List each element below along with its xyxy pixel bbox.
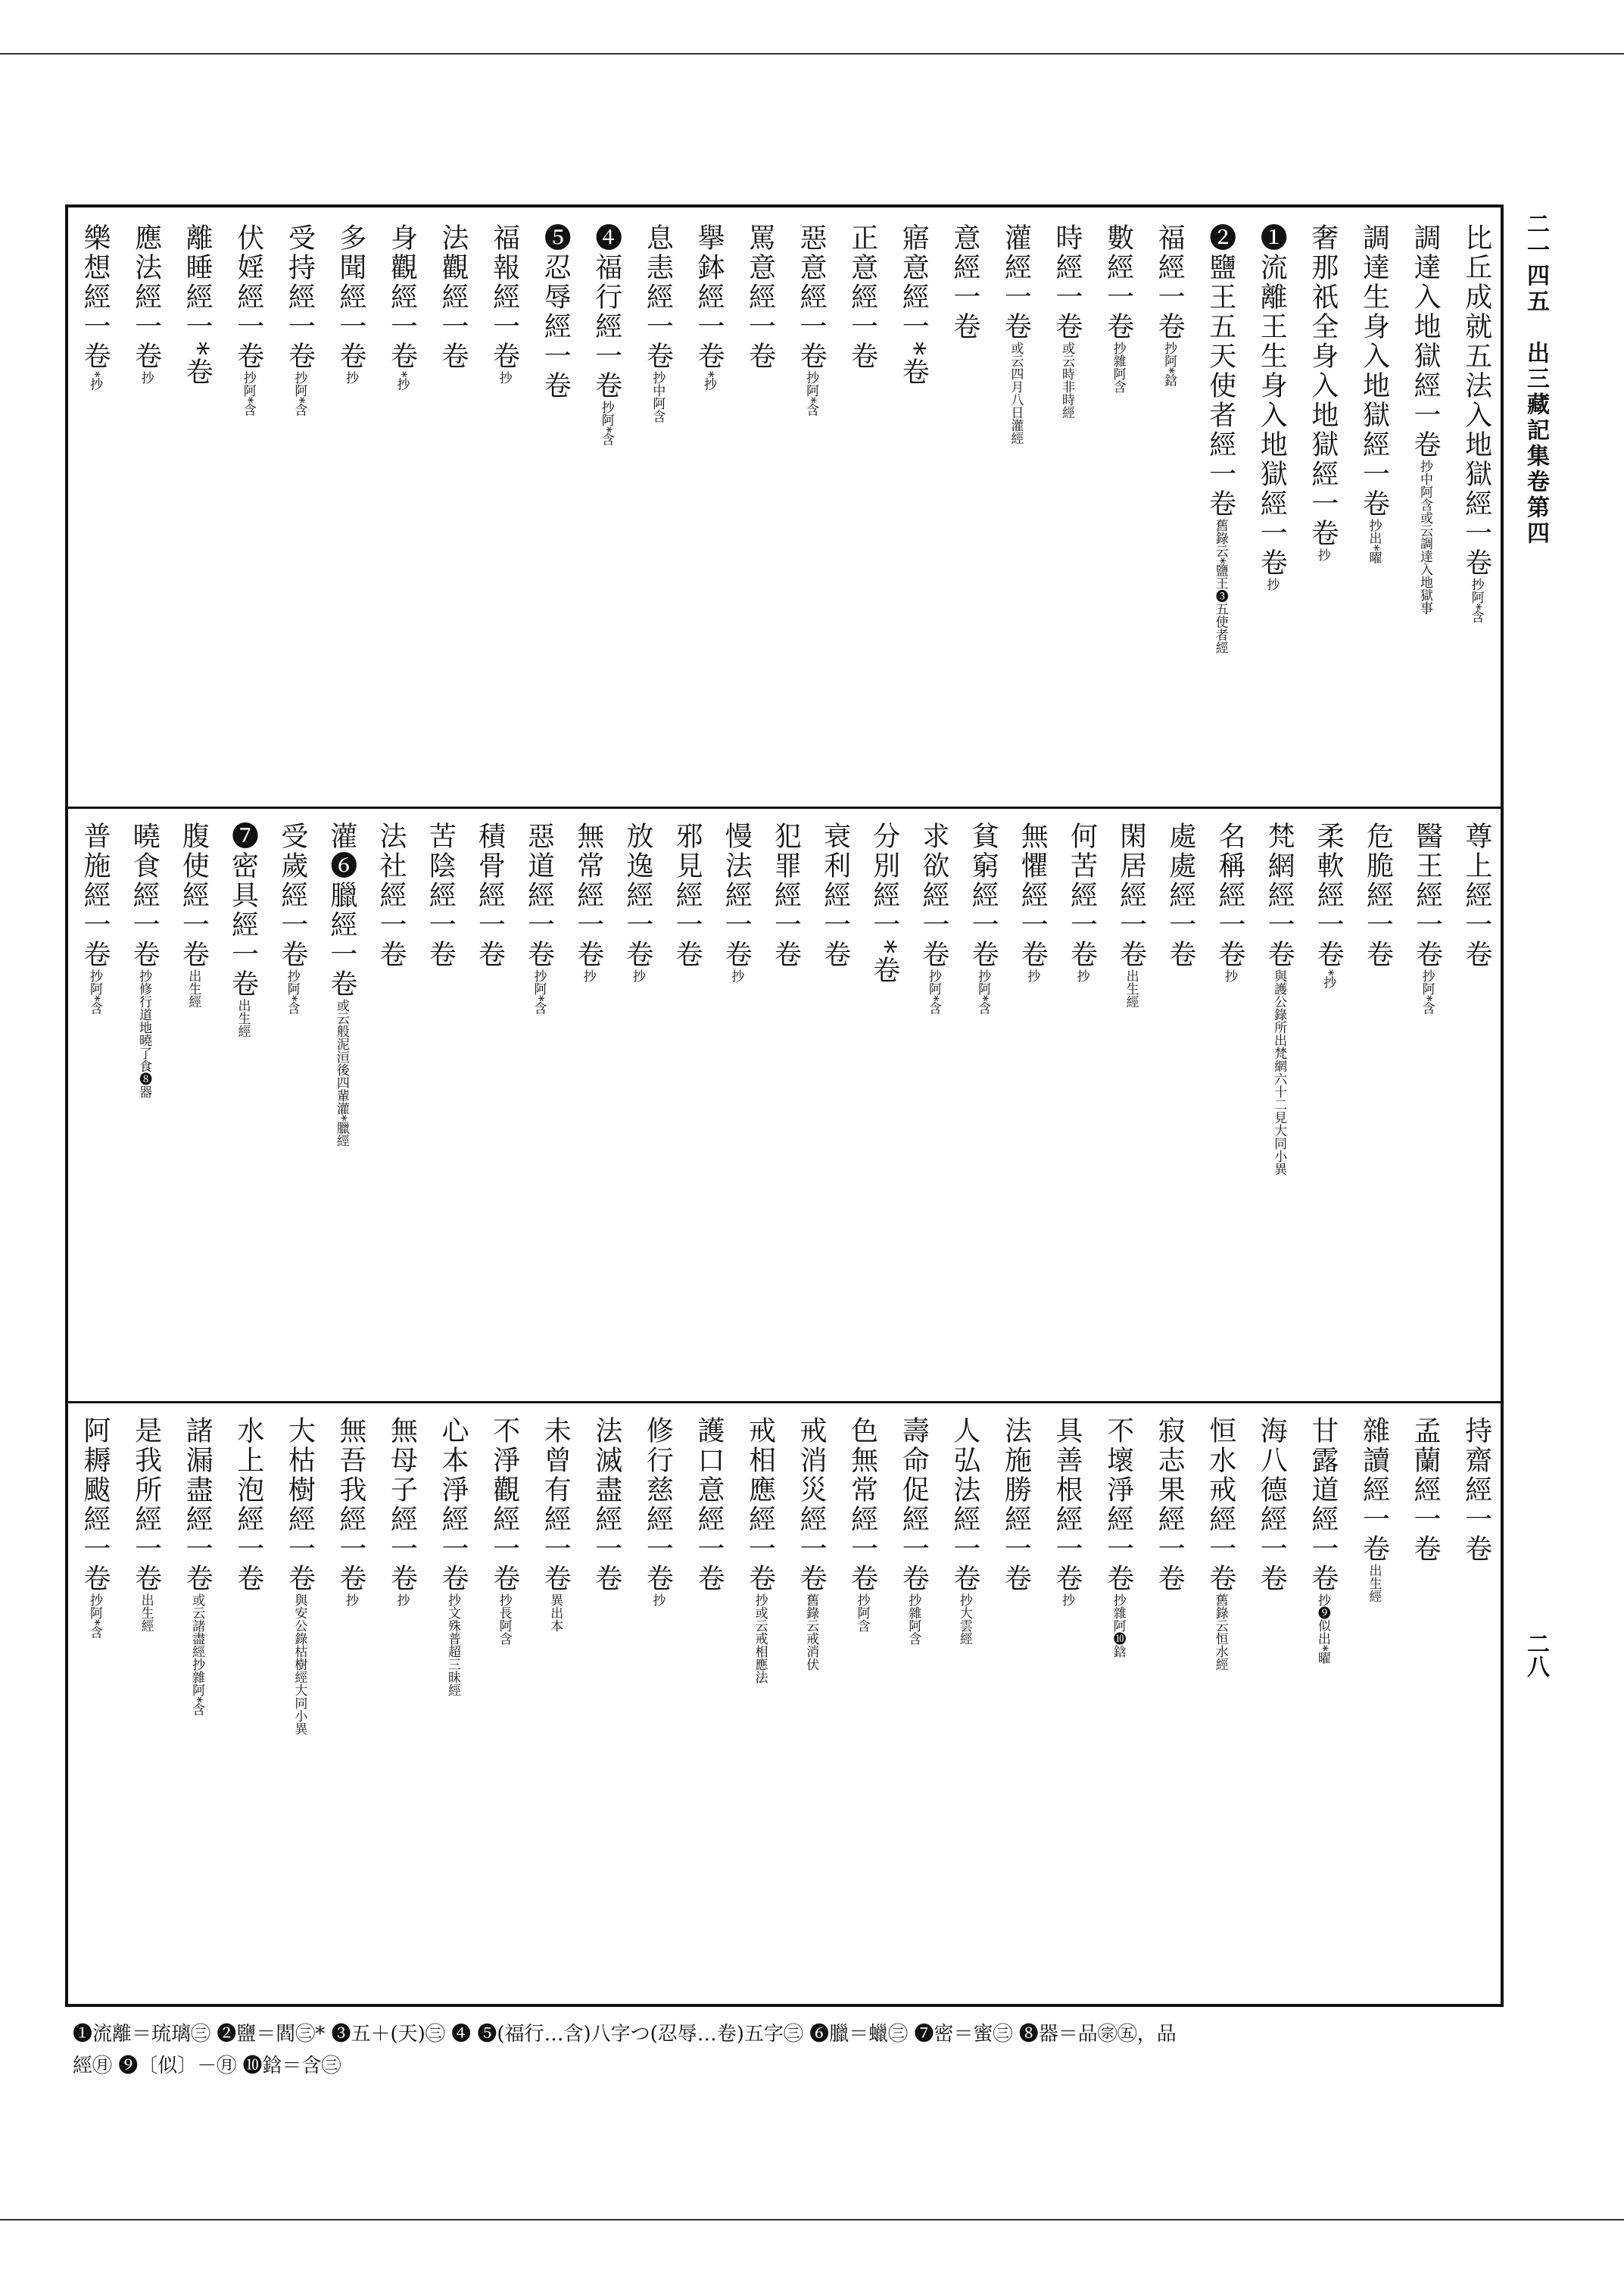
sutra-title: 持齋經一卷	[1460, 1416, 1492, 1564]
sutra-title: 孟蘭經一卷	[1410, 1416, 1442, 1564]
sutra-note: 出生經	[1366, 1564, 1382, 1603]
sutra-entry	[1062, 822, 1100, 1393]
sutra-entry	[865, 822, 903, 1393]
sutra-title: 時經一卷	[1051, 223, 1083, 342]
page-number: 二八	[1523, 1632, 1549, 1677]
sutra-note: 抄長阿含	[496, 1593, 512, 1645]
sutra-title: 阿耨颰經一卷	[79, 1416, 111, 1593]
sutra-title: 法觀經一卷	[438, 223, 469, 371]
sutra-entry	[741, 1416, 779, 1999]
sutra-title: 護口意經一卷	[693, 1416, 725, 1593]
sutra-title: 名稱經一卷	[1214, 822, 1245, 969]
sutra-entry	[520, 822, 558, 1393]
sutra-note: 與護公錄所出梵網六十二見大同小異	[1271, 969, 1287, 1175]
sutra-entry	[915, 822, 952, 1393]
sutra-title: 普施經一卷	[79, 822, 111, 969]
sutra-note: 與安公錄枯樹經大同小異	[291, 1593, 307, 1735]
sutra-entry	[766, 822, 804, 1393]
sutra-entry	[382, 223, 420, 799]
sutra-title: 腹使經一卷	[178, 822, 210, 969]
sutra-title: ❺忍辱經一卷	[540, 223, 572, 401]
sutra-title: 無母子經一卷	[386, 1416, 418, 1593]
sutra-title: 犯罪經一卷	[770, 822, 802, 969]
sutra-title: 多聞經一卷	[335, 223, 366, 371]
sutra-title: 正意經一卷	[846, 223, 878, 371]
sutra-title: 息恚經一卷	[642, 223, 674, 371]
sutra-note: 抄	[1221, 969, 1237, 982]
sutra-title: 尊上經一卷	[1460, 822, 1492, 969]
sutra-note: 抄大雲經	[956, 1593, 972, 1645]
sutra-entry	[1211, 822, 1248, 1393]
sutra-note: 抄阿*含	[925, 969, 941, 1015]
sutra-entry	[792, 223, 830, 799]
sutra-title: 危脆經一卷	[1362, 822, 1394, 969]
sutra-entry	[1354, 1416, 1392, 1999]
sutra-entry	[76, 1416, 114, 1999]
sutra-note: 抄雜阿含	[906, 1593, 921, 1645]
sutra-title: 調達入地獄經一卷	[1410, 223, 1442, 460]
sutra-title: 海八德經一卷	[1256, 1416, 1288, 1593]
sutra-note: 抄	[629, 969, 645, 982]
sutra-entry	[332, 1416, 369, 1999]
sutra-entry	[536, 223, 574, 799]
sutra-note: 抄阿含	[854, 1593, 870, 1632]
sutra-title: 大枯樹經一卷	[284, 1416, 316, 1593]
sutra-title: 擧鉢經一卷	[693, 223, 725, 371]
sutra-entry	[1304, 1416, 1342, 1999]
sutra-title: 苦陰經一卷	[425, 822, 457, 969]
sutra-entry	[1260, 822, 1298, 1393]
sutra-title: 慢法經一卷	[721, 822, 753, 969]
sutra-entry	[178, 1416, 216, 1999]
sutra-entry	[536, 1416, 574, 1999]
sutra-entry	[421, 822, 459, 1393]
sutra-title: 是我所經一卷	[130, 1416, 162, 1593]
sutra-note: 出生經	[185, 969, 201, 1008]
sutra-title: ❼密具經一卷	[227, 822, 259, 999]
sutra-note: 或云般泥洹後四輩灌*臘經	[333, 999, 349, 1147]
sutra-title: 惡道經一卷	[523, 822, 555, 969]
sutra-entry	[946, 1416, 983, 1999]
sutra-entry	[946, 223, 983, 799]
sutra-note: 抄	[342, 371, 358, 384]
sutra-title: 甘露道經一卷	[1307, 1416, 1339, 1593]
sutra-entry	[588, 223, 625, 799]
sutra-entry	[588, 1416, 625, 1999]
sutra-entry	[894, 223, 932, 799]
sutra-title: 何苦經一卷	[1066, 822, 1098, 969]
band-divider-1	[65, 807, 1504, 809]
sutra-note: 抄阿*含	[531, 969, 547, 1015]
sutra-entry	[690, 1416, 728, 1999]
sutra-title: 柔軟經一卷	[1313, 822, 1345, 969]
sutra-title: 法施勝經一卷	[1000, 1416, 1032, 1593]
sutra-title: 恒水戒經一卷	[1205, 1416, 1236, 1593]
sutra-note: 抄	[138, 371, 154, 384]
sutra-title: 積骨經一卷	[474, 822, 506, 969]
sutra-entry	[1406, 1416, 1444, 1999]
sutra-title: 閑居經一卷	[1115, 822, 1147, 969]
upper-band	[76, 223, 1495, 799]
sutra-title: 戒相應經一卷	[744, 1416, 776, 1593]
sutra-title: 應法經一卷	[130, 223, 162, 371]
band-divider-2	[65, 1401, 1504, 1403]
sutra-entry	[273, 822, 311, 1393]
sutra-entry	[174, 822, 212, 1393]
sutra-title: 調達生身入地獄經一卷	[1358, 223, 1390, 519]
footnote-line: ❶流離＝琉璃㊂ ❷鹽＝閻㊂* ❸五＋(天)㊂ ❹ ❺(福行…含)八字つ(忍辱…卷)五字㊂ ❻臘＝蠟㊂ ❼密＝蜜㊂ ❽器＝品㊪㊄，品	[73, 2023, 1177, 2046]
sutra-entry	[843, 1416, 881, 1999]
sutra-title: 寤意經一*卷	[898, 223, 930, 387]
sutra-title: 離睡經一*卷	[182, 223, 214, 387]
sutra-entry	[1457, 223, 1495, 799]
sutra-entry	[717, 822, 755, 1393]
sutra-title: 求欲經一卷	[918, 822, 949, 969]
sutra-title: 福報經一卷	[488, 223, 520, 371]
sutra-note: 抄阿*含	[240, 371, 256, 417]
sutra-title: ❷鹽王五天使者經一卷	[1205, 223, 1236, 519]
sutra-entry	[843, 223, 881, 799]
sutra-note: 或云時非時經	[1058, 342, 1074, 419]
sutra-title: 處處經一卷	[1164, 822, 1196, 969]
sutra-title: 伏婬經一卷	[232, 223, 264, 371]
sutra-note: 抄阿*含	[1419, 969, 1435, 1015]
sutra-entry	[690, 223, 728, 799]
sutra-entry	[1099, 1416, 1137, 1999]
sutra-note: 抄	[1264, 578, 1280, 591]
sutra-note: *抄	[700, 371, 716, 391]
sutra-entry	[1202, 223, 1239, 799]
sutra-note: 抄阿*含	[87, 1593, 102, 1639]
sutra-entry	[1048, 1416, 1086, 1999]
sutra-note: 抄出*曜	[1366, 519, 1382, 564]
sutra-note: 抄	[1314, 548, 1330, 561]
sutra-entry	[1457, 1416, 1495, 1999]
sutra-title: 無吾我經一卷	[335, 1416, 366, 1593]
sutra-entry	[638, 223, 676, 799]
sutra-title: 戒消災經一卷	[796, 1416, 828, 1593]
sutra-note: 抄阿*含	[291, 371, 307, 417]
sutra-title: 罵意經一卷	[744, 223, 776, 371]
sutra-entry	[1048, 223, 1086, 799]
sutra-entry	[996, 1416, 1034, 1999]
sutra-note: 舊錄云恒水經	[1212, 1593, 1228, 1671]
sutra-entry	[1150, 1416, 1188, 1999]
sutra-title: 寂志果經一卷	[1154, 1416, 1186, 1593]
sutra-entry	[125, 822, 163, 1393]
sutra-title: 福經一卷	[1154, 223, 1186, 342]
sutra-entry	[1406, 223, 1444, 799]
sutra-note: 抄文殊普超三昧經	[445, 1593, 461, 1696]
sutra-entry	[894, 1416, 932, 1999]
sutra-entry	[1013, 822, 1051, 1393]
sutra-note: 抄	[394, 1593, 410, 1606]
sutra-note: 抄阿*含	[1468, 578, 1484, 623]
sutra-entry	[619, 822, 656, 1393]
sutra-entry	[280, 223, 318, 799]
sutra-note: 舊錄云*鹽王❸五使者經	[1212, 519, 1228, 654]
sutra-title: 諸漏盡經一卷	[182, 1416, 214, 1593]
sutra-title: 無常經一卷	[572, 822, 604, 969]
sutra-note: 抄	[342, 1593, 358, 1606]
sutra-title: 身觀經一卷	[386, 223, 418, 371]
middle-band	[76, 822, 1495, 1393]
sutra-title: 受歲經一卷	[276, 822, 308, 969]
sutra-entry	[1408, 822, 1446, 1393]
sutra-title: 奢那祇全身入地獄經一卷	[1307, 223, 1339, 548]
sutra-note: 抄	[1024, 969, 1040, 982]
sutra-note: 抄	[496, 371, 512, 384]
sutra-note: 抄	[580, 969, 596, 982]
sutra-title: 比丘成就五法入地獄經一卷	[1460, 223, 1492, 578]
sutra-entry	[792, 1416, 830, 1999]
sutra-note: *抄	[394, 371, 410, 391]
sutra-note: *抄	[1320, 969, 1336, 989]
sutra-entry	[1202, 1416, 1239, 1999]
sutra-entry	[741, 223, 779, 799]
sutra-entry	[1161, 822, 1199, 1393]
sutra-note: *抄	[87, 371, 102, 391]
running-header: 二一四五 出三藏記集卷第四	[1523, 212, 1549, 547]
sutra-entry	[569, 822, 607, 1393]
sutra-entry	[178, 223, 216, 799]
sutra-title: 分別經一*卷	[868, 822, 900, 985]
sutra-title: 法滅盡經一卷	[591, 1416, 622, 1593]
sutra-entry	[76, 822, 114, 1393]
sutra-note: 抄雜阿❿鋡	[1110, 1593, 1126, 1658]
bottom-rule	[0, 2219, 1624, 2221]
sutra-note: 抄中阿含或云調達入地獄事	[1417, 460, 1433, 614]
sutra-entry	[964, 822, 1002, 1393]
sutra-note: 抄或云戒相應法	[752, 1593, 768, 1684]
sutra-note: 出生經	[1123, 969, 1139, 1008]
sutra-note: 異出本	[547, 1593, 563, 1632]
sutra-entry	[127, 223, 165, 799]
sutra-note: 抄	[728, 969, 744, 982]
sutra-note: 抄	[650, 1593, 665, 1606]
sutra-note: 抄	[1074, 969, 1089, 982]
sutra-entry	[434, 1416, 472, 1999]
sutra-title: 衰利經一卷	[819, 822, 851, 969]
sutra-entry	[638, 1416, 676, 1999]
sutra-title: 雜讀經一卷	[1358, 1416, 1390, 1564]
sutra-note: 舊錄云戒消伏	[803, 1593, 819, 1671]
sutra-title: 邪見經一卷	[672, 822, 703, 969]
sutra-note: 抄阿*含	[284, 969, 300, 1015]
sutra-entry	[1457, 822, 1495, 1393]
sutra-title: 惡意經一卷	[796, 223, 828, 371]
header-divider	[1501, 204, 1504, 2007]
sutra-title: 梵網經一卷	[1264, 822, 1295, 969]
top-rule	[0, 53, 1624, 55]
sutra-note: 出生經	[138, 1593, 154, 1632]
sutra-entry	[485, 223, 523, 799]
sutra-entry	[1112, 822, 1150, 1393]
sutra-title: ❹福行經一卷	[591, 223, 622, 401]
sutra-title: 曉食經一卷	[129, 822, 161, 969]
sutra-title: 不壞淨經一卷	[1102, 1416, 1134, 1593]
sutra-note: 抄阿*含	[598, 401, 614, 446]
sutra-entry	[76, 223, 114, 799]
sutra-note: 抄中阿含	[650, 371, 665, 423]
sutra-entry	[323, 822, 360, 1393]
sutra-entry	[1252, 223, 1290, 799]
sutra-entry	[127, 1416, 165, 1999]
sutra-entry	[372, 822, 410, 1393]
lower-band	[76, 1416, 1495, 1999]
sutra-title: 灌經一卷	[1000, 223, 1032, 342]
sutra-entry	[332, 223, 369, 799]
sutra-entry	[229, 1416, 267, 1999]
sutra-entry	[382, 1416, 420, 1999]
sutra-title: 灌❻臘經一卷	[326, 822, 357, 999]
sutra-title: 壽命促經一卷	[898, 1416, 930, 1593]
sutra-entry	[1150, 223, 1188, 799]
sutra-entry	[485, 1416, 523, 1999]
sutra-title: 放逸經一卷	[622, 822, 653, 969]
sutra-note: 或云四月八日灌經	[1008, 342, 1024, 445]
sutra-title: ❶流離王生身入地獄經一卷	[1256, 223, 1288, 578]
sutra-title: 修行慈經一卷	[642, 1416, 674, 1593]
sutra-note: 抄❾似出*曜	[1314, 1593, 1330, 1665]
sutra-note: 抄阿*含	[803, 371, 819, 417]
sutra-entry	[470, 822, 508, 1393]
sutra-title: 未曾有經一卷	[540, 1416, 572, 1593]
sutra-note: 抄阿*鋡	[1161, 342, 1177, 387]
sutra-entry	[434, 223, 472, 799]
footnote-line: 經㊊ ❾〔似〕－㊊ ❿鋡＝含㊂	[73, 2055, 341, 2077]
sutra-title: 法社經一卷	[376, 822, 407, 969]
sutra-title: 色無常經一卷	[846, 1416, 878, 1593]
sutra-title: 不淨觀經一卷	[488, 1416, 520, 1593]
sutra-entry	[668, 822, 706, 1393]
footnotes	[73, 2018, 1496, 2082]
sutra-entry	[280, 1416, 318, 1999]
sutra-note: 抄修行道地曉了食❽器	[136, 969, 152, 1098]
sutra-note: 抄	[1058, 1593, 1074, 1606]
sutra-title: 人弘法經一卷	[949, 1416, 980, 1593]
sutra-title: 樂想經一卷	[79, 223, 111, 371]
sutra-entry	[1309, 822, 1347, 1393]
sutra-entry	[816, 822, 854, 1393]
sutra-note: 抄阿*含	[975, 969, 991, 1015]
sutra-title: 醫王經一卷	[1411, 822, 1443, 969]
sutra-title: 受持經一卷	[284, 223, 316, 371]
sutra-entry	[1358, 822, 1396, 1393]
sutra-title: 具善根經一卷	[1051, 1416, 1083, 1593]
sutra-note: 抄阿*含	[87, 969, 102, 1015]
sutra-title: 數經一卷	[1102, 223, 1134, 342]
sutra-title: 心本淨經一卷	[438, 1416, 469, 1593]
sutra-entry	[224, 822, 262, 1393]
sutra-title: 無懼經一卷	[1017, 822, 1049, 969]
sutra-entry	[1252, 1416, 1290, 1999]
sutra-entry	[996, 223, 1034, 799]
sutra-entry	[229, 223, 267, 799]
sutra-title: 貧窮經一卷	[968, 822, 999, 969]
sutra-note: 或云諸盡經抄雜阿*含	[189, 1593, 205, 1716]
sutra-entry	[1304, 223, 1342, 799]
sutra-entry	[1099, 223, 1137, 799]
sutra-entry	[1354, 223, 1392, 799]
sutra-title: 水上泡經一卷	[232, 1416, 264, 1593]
sutra-note: 出生經	[235, 999, 251, 1038]
sutra-title: 意經一卷	[949, 223, 980, 342]
sutra-note: 抄雜阿含	[1110, 342, 1126, 393]
